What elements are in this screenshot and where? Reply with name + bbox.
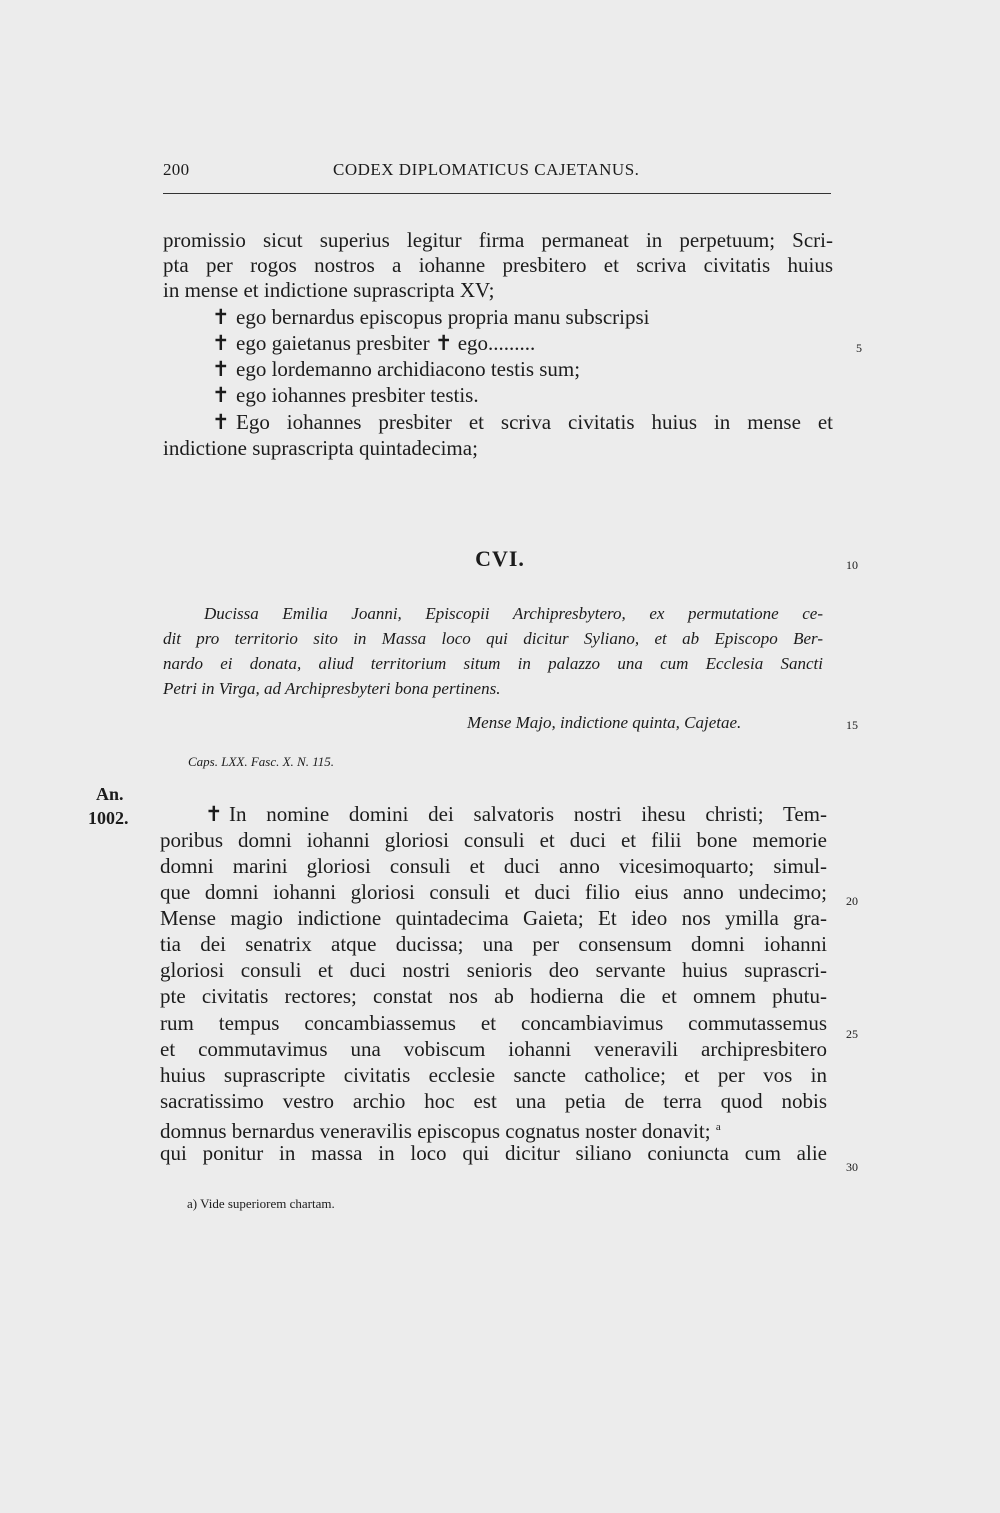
- year-label: An.: [96, 784, 124, 804]
- body-line: sacratissimo vestro archio hoc est una petia de terra quod nobis: [160, 1089, 827, 1113]
- running-title: CODEX DIPLOMATICUS CAJETANUS.: [333, 160, 640, 179]
- body-line: rum tempus concambiassemus et concambiavimus commutassemus: [160, 1011, 827, 1035]
- subscription-line: ✝ ego lordemanno archidiacono testis sum;: [212, 357, 581, 381]
- body-line: qui ponitur in massa in loco qui dicitur siliano coniuncta cum alie: [160, 1141, 827, 1165]
- line-number: 5: [856, 341, 862, 355]
- line-number: 25: [846, 1027, 858, 1041]
- cross-icon: ✝: [212, 331, 230, 355]
- text-line: in mense et indictione suprascripta XV;: [163, 278, 495, 302]
- footnote: a) Vide superiorem chartam.: [187, 1196, 335, 1211]
- summary-line: Ducissa Emilia Joanni, Episcopii Archipresbytero, ex permutatione ce-: [204, 604, 823, 623]
- cross-icon: ✝: [212, 410, 230, 434]
- body-line: tia dei senatrix atque ducissa; una per consensum domni iohanni: [160, 932, 827, 956]
- body-line: domnus bernardus veneravilis episcopus cognatus noster donavit; $^a$: [160, 1119, 721, 1143]
- body-line: gloriosi consuli et duci nostri senioris deo servante huius suprascri-: [160, 958, 827, 982]
- line-number: 20: [846, 894, 858, 908]
- header-rule: [163, 193, 831, 194]
- subscription-line: ✝ ego bernardus episcopus propria manu subscripsi: [212, 305, 650, 329]
- summary-line: Petri in Virga, ad Archipresbyteri bona pertinens.: [163, 679, 501, 698]
- page-number: 200: [163, 160, 190, 179]
- body-line: huius suprascripte civitatis ecclesie sancte catholice; et per vos in: [160, 1063, 827, 1087]
- line-number: 30: [846, 1160, 858, 1174]
- body-line: domni marini gloriosi consuli et duci anno vicesimoquarto; simul-: [160, 854, 827, 878]
- footnote-marker: a: [715, 1121, 721, 1133]
- subscription-line: ✝ ego gaietanus presbiter ✝ ego.........: [212, 331, 536, 355]
- body-line: pte civitatis rectores; constat nos ab hodierna die et omnem phutu-: [160, 984, 827, 1008]
- archive-reference: Caps. LXX. Fasc. X. N. 115.: [188, 754, 335, 769]
- line-number: 15: [846, 718, 858, 732]
- text-line: promissio sicut superius legitur firma permaneat in perpetuum; Scri-: [163, 228, 833, 252]
- year-value: 1002.: [88, 808, 129, 828]
- cross-icon: ✝: [212, 357, 230, 381]
- document-number: CVI.: [475, 546, 525, 571]
- cross-icon: ✝: [212, 305, 230, 329]
- body-line: ✝ In nomine domini dei salvatoris nostri ihesu christi; Tem-: [205, 802, 827, 826]
- text-line: pta per rogos nostros a iohanne presbitero et scriva civitatis huius: [163, 253, 833, 277]
- summary-date: Mense Majo, indictione quinta, Cajetae.: [467, 713, 742, 732]
- summary-line: nardo ei donata, aliud territorium situm in palazzo una cum Ecclesia Sancti: [163, 654, 823, 673]
- line-number: 10: [846, 558, 858, 572]
- page-header: [163, 160, 833, 188]
- subscription-line: ✝ ego iohannes presbiter testis.: [212, 383, 479, 407]
- summary-line: dit pro territorio sito in Massa loco qui dicitur Syliano, et ab Episcopo Ber-: [163, 629, 823, 648]
- body-line: que domni iohanni gloriosi consuli et duci filio eius anno undecimo;: [160, 880, 827, 904]
- cross-icon: ✝: [205, 802, 223, 826]
- body-line: poribus domni iohanni gloriosi consuli et duci et filii bone memorie: [160, 828, 827, 852]
- cross-icon: ✝: [212, 383, 230, 407]
- subscription-line: ✝ Ego iohannes presbiter et scriva civitatis huius in mense et: [212, 410, 833, 434]
- body-line: Mense magio indictione quintadecima Gaieta; Et ideo nos ymilla gra-: [160, 906, 827, 930]
- body-line: et commutavimus una vobiscum iohanni veneravili archipresbitero: [160, 1037, 827, 1061]
- text-line: indictione suprascripta quintadecima;: [163, 436, 478, 460]
